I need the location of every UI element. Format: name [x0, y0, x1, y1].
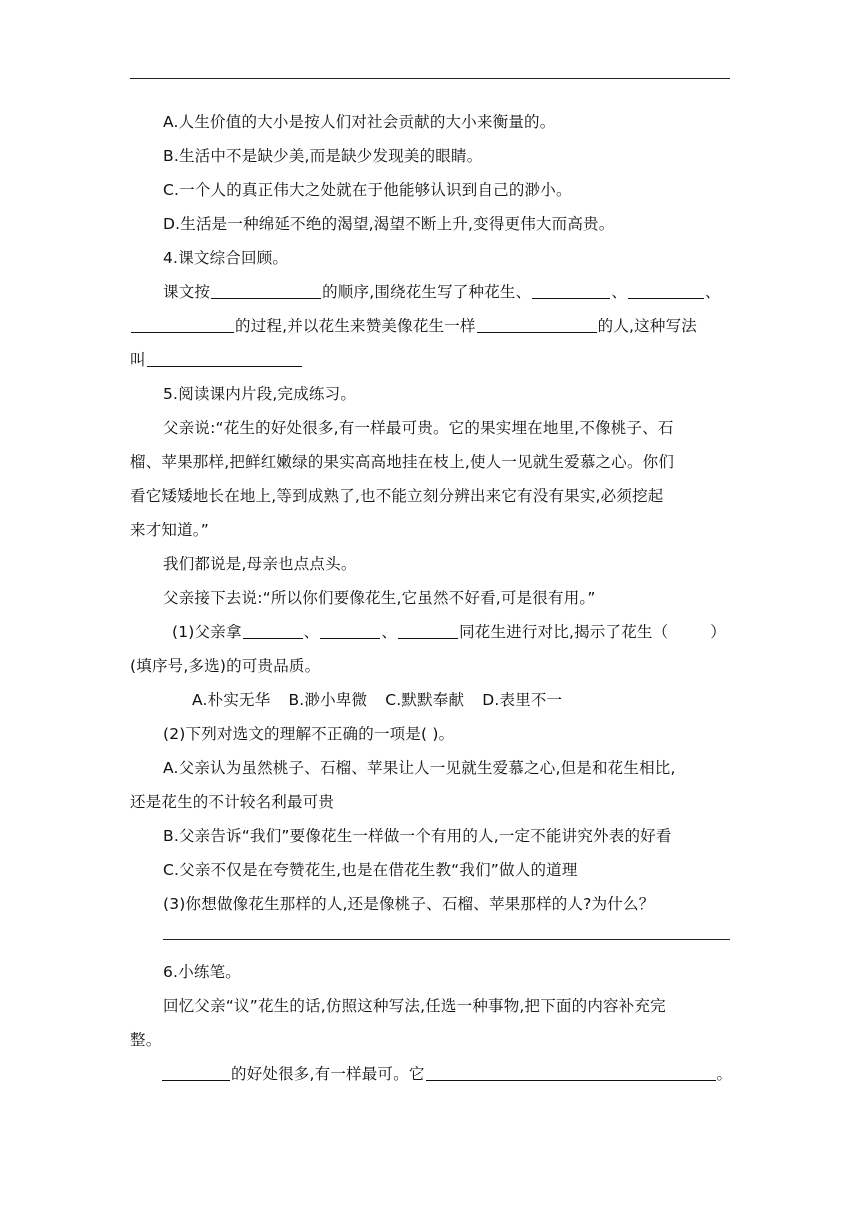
q5-sub1-option-b: B.渺小卑微 [288, 691, 368, 709]
q5-passage-line-4: 来才知道。” [130, 521, 209, 539]
q3-option-b: B.生活中不是缺少美,而是缺少发现美的眼睛。 [163, 147, 483, 165]
q4-blank-step-3[interactable] [628, 283, 704, 299]
q5-sub1-text-1: (1)父亲拿 [172, 623, 242, 641]
q6-fill-end: 。 [716, 1065, 733, 1083]
q5-sub3-answer-line[interactable] [163, 939, 730, 940]
q5-sub1-options [130, 690, 794, 710]
q5-sub2-option-a-line-1: A.父亲认为虽然桃子、石榴、苹果让人一见就生爱慕之心,但是和花生相比, [163, 759, 676, 777]
q4-text-5: 叫 [130, 351, 146, 369]
q4-line-1 [130, 282, 765, 302]
q4-blank-order[interactable] [211, 283, 321, 299]
q6-blank-thing[interactable] [162, 1065, 230, 1081]
q5-sub2-question: (2)下列对选文的理解不正确的一项是( )。 [163, 725, 455, 743]
q5-sub1-option-a: A.朴实无华 [192, 691, 271, 709]
q5-passage-line-6: 父亲接下去说:“所以你们要像花生,它虽然不好看,可是很有用。” [163, 589, 596, 607]
q6-fill-line [130, 1064, 763, 1084]
q3-option-d: D.生活是一种绵延不绝的渴望,渴望不断上升,变得更伟大而高贵。 [163, 215, 615, 233]
q4-title: 4.课文综合回顾。 [163, 249, 289, 267]
q5-sub1-line-2: (填序号,多选)的可贵品质。 [130, 657, 321, 675]
q3-option-c: C.一个人的真正伟大之处就在于他能够认识到自己的渺小。 [163, 181, 572, 199]
q6-title: 6.小练笔。 [163, 963, 241, 981]
q5-title: 5.阅读课内片段,完成练习。 [163, 385, 357, 403]
q5-sub1-blank-3[interactable] [398, 623, 458, 639]
q5-sub1-option-c: C.默默奉献 [385, 691, 465, 709]
q4-line-2 [130, 316, 732, 336]
q5-sub2-option-a-line-2: 还是花生的不计较名利最可贵 [130, 793, 335, 811]
q4-text-3: 的过程,并以花生来赞美像花生一样 [235, 317, 476, 335]
q5-sub2-option-c: C.父亲不仅是在夸赞花生,也是在借花生教“我们”做人的道理 [163, 861, 578, 879]
q5-sub3-question: (3)你想做像花生那样的人,还是像桃子、石榴、苹果那样的人?为什么？ [163, 895, 655, 913]
q5-sub1-sep-1: 、 [303, 623, 320, 641]
q5-sub1-sep-2: 、 [381, 623, 398, 641]
q6-blank-description[interactable] [426, 1065, 716, 1081]
q4-blank-step-4[interactable] [131, 317, 234, 333]
q4-blank-step-2[interactable] [532, 283, 610, 299]
q5-passage-line-2: 榴、苹果那样,把鲜红嫩绿的果实高高地挂在枝上,使人一见就生爱慕之心。你们 [130, 453, 675, 471]
q5-sub1-text-2: 同花生进行对比,揭示了花生（ [459, 623, 669, 641]
q5-passage-line-5: 我们都说是,母亲也点点头。 [163, 555, 357, 573]
q5-sub1-option-d: D.表里不一 [482, 691, 563, 709]
q5-sub1-text-3: ） [710, 623, 726, 641]
q3-option-a: A.人生价值的大小是按人们对社会贡献的大小来衡量的。 [163, 113, 556, 131]
q4-text-4: 的人,这种写法 [597, 317, 697, 335]
q4-text-2: 的顺序,围绕花生写了种花生、 [322, 283, 532, 301]
q5-passage-line-3: 看它矮矮地长在地上,等到成熟了,也不能立刻分辨出来它有没有果实,必须挖起 [130, 487, 664, 505]
q4-blank-technique[interactable] [147, 351, 302, 367]
q6-instruction-line-1: 回忆父亲“议”花生的话,仿照这种写法,任选一种事物,把下面的内容补充完 [163, 997, 666, 1015]
q4-sep-1: 、 [611, 283, 628, 301]
q6-instruction-line-2: 整。 [130, 1031, 162, 1049]
q4-blank-people[interactable] [477, 317, 597, 333]
q5-sub1-line-1 [130, 622, 774, 642]
q6-fill-text: 的好处很多,有一样最可。它 [231, 1065, 425, 1083]
q5-sub1-blank-1[interactable] [243, 623, 303, 639]
q5-passage-line-1: 父亲说:“花生的好处很多,有一样最可贵。它的果实埋在地里,不像桃子、石 [163, 419, 674, 437]
q4-text-1: 课文按 [163, 283, 211, 301]
q5-sub2-option-b: B.父亲告诉“我们”要像花生一样做一个有用的人,一定不能讲究外表的好看 [163, 827, 672, 845]
q4-sep-2: 、 [705, 283, 721, 301]
q5-sub1-blank-2[interactable] [320, 623, 380, 639]
q4-line-3 [130, 350, 732, 370]
header-rule [130, 78, 730, 79]
